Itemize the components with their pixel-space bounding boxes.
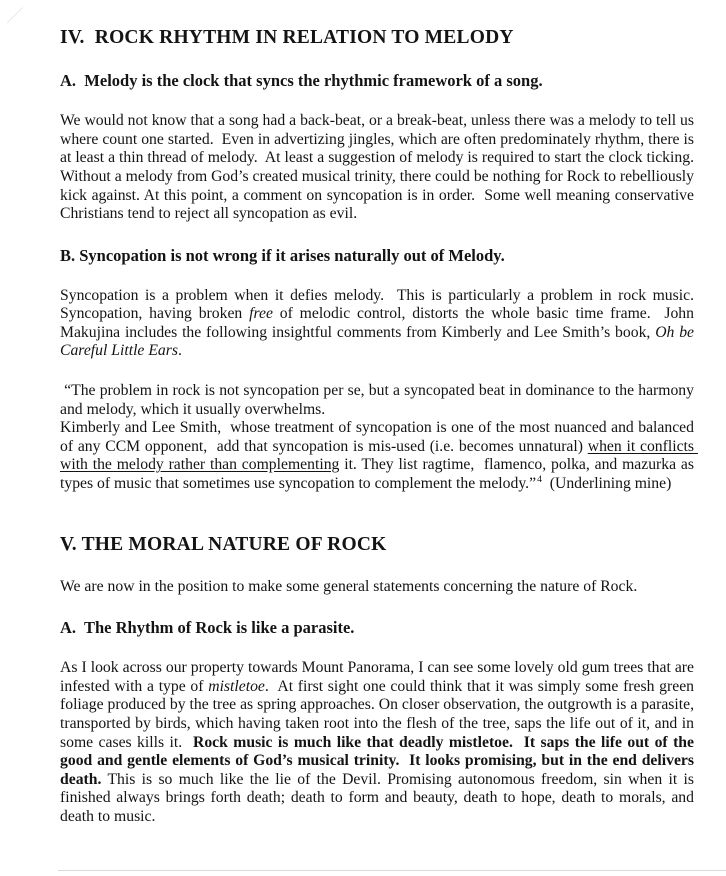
paragraph-general-statements: We are now in the position to make some general statements concerning the nature of Rock. bbox=[60, 577, 638, 595]
paragraph-syncopation: Syncopation is a problem when it defies melody. This is particularly a problem in rock music. Syncopation, having broken free of melodic control, distorts the whole basic time frame. John Makujina includes the following insightful comments from Kimberly and Lee Smith’s book, Oh be Careful Little Ears. bbox=[60, 286, 698, 360]
subsection-heading-a-melody-clock: A. Melody is the clock that syncs the rhythmic framework of a song. bbox=[60, 71, 543, 91]
italic-run: Oh be Careful Little Ears bbox=[60, 323, 698, 360]
paragraph-smith-quote: “The problem in rock is not syncopation per se, but a syncopated beat in dominance to the harmony and melody, which it usually overwhelms. Kimberly and Lee Smith, whose treatment of syncopation is one of the most nuanced and balanced of any CCM opponent, add that syncopation is mis-used (i.e. becomes unnatural) when it conflicts with the melody rather than complementing it. They list ragtime, flamenco, polka, and mazurka as types of music that sometimes use syncopation to complement the melody.”$^4$ (Underlining mine) bbox=[60, 381, 698, 492]
document-content bbox=[60, 26, 698, 827]
paragraph-melody-clock: We would not know that a song had a back-beat, or a break-beat, unless there was a melody to tell us where count one started. Even in advertizing jingles, which are often predominately rhythm, there is at least a thin thread of melody. At least a suggestion of melody is required to start the clock ticking. Without a melody from God’s created musical trinity, there could be nothing for Rock to rebelliously kick against. At this point, a comment on syncopation is in order. Some well meaning conservative Christians tend to reject all syncopation as evil. bbox=[60, 112, 698, 223]
scan-artifact-line bbox=[58, 870, 726, 871]
italic-run: mistletoe bbox=[208, 677, 265, 695]
scan-artifact-corner bbox=[0, 0, 23, 23]
bold-run: Rock music is much like that deadly mistletoe. It saps the life out of the good and gentle elements of God’s musical trinity. It looks promising, but in the end delivers death. bbox=[60, 733, 698, 788]
italic-run: free bbox=[249, 305, 273, 323]
section-heading-iv: IV. ROCK RHYTHM IN RELATION TO MELODY bbox=[60, 27, 514, 48]
subsection-heading-a-parasite: A. The Rhythm of Rock is like a parasite. bbox=[60, 618, 355, 638]
underline-run: when it conflicts with the melody rather than complementing bbox=[60, 437, 698, 474]
section-heading-v: V. THE MORAL NATURE OF ROCK bbox=[60, 534, 387, 556]
footnote-ref: 4 bbox=[537, 473, 542, 485]
paragraph-parasite: As I look across our property towards Mount Panorama, I can see some lovely old gum trees that are infested with a type of mistletoe. At first sight one could think that it was simply some fresh green foliage produced by the tree as spring approaches. On closer observation, the outgrowth is a parasite, transported by birds, which having taken root into the flesh of the tree, saps the life out of it, and in some cases kills it. Rock music is much like that deadly mistletoe. It saps the life out of the good and gentle elements of God’s musical trinity. It looks promising, but in the end delivers death. This is so much like the lie of the Devil. Promising autonomous freedom, sin when it is finished always brings forth death; death to form and beauty, death to hope, death to morals, and death to music. bbox=[60, 659, 698, 826]
subsection-heading-b-syncopation: B. Syncopation is not wrong if it arises naturally out of Melody. bbox=[60, 245, 505, 265]
